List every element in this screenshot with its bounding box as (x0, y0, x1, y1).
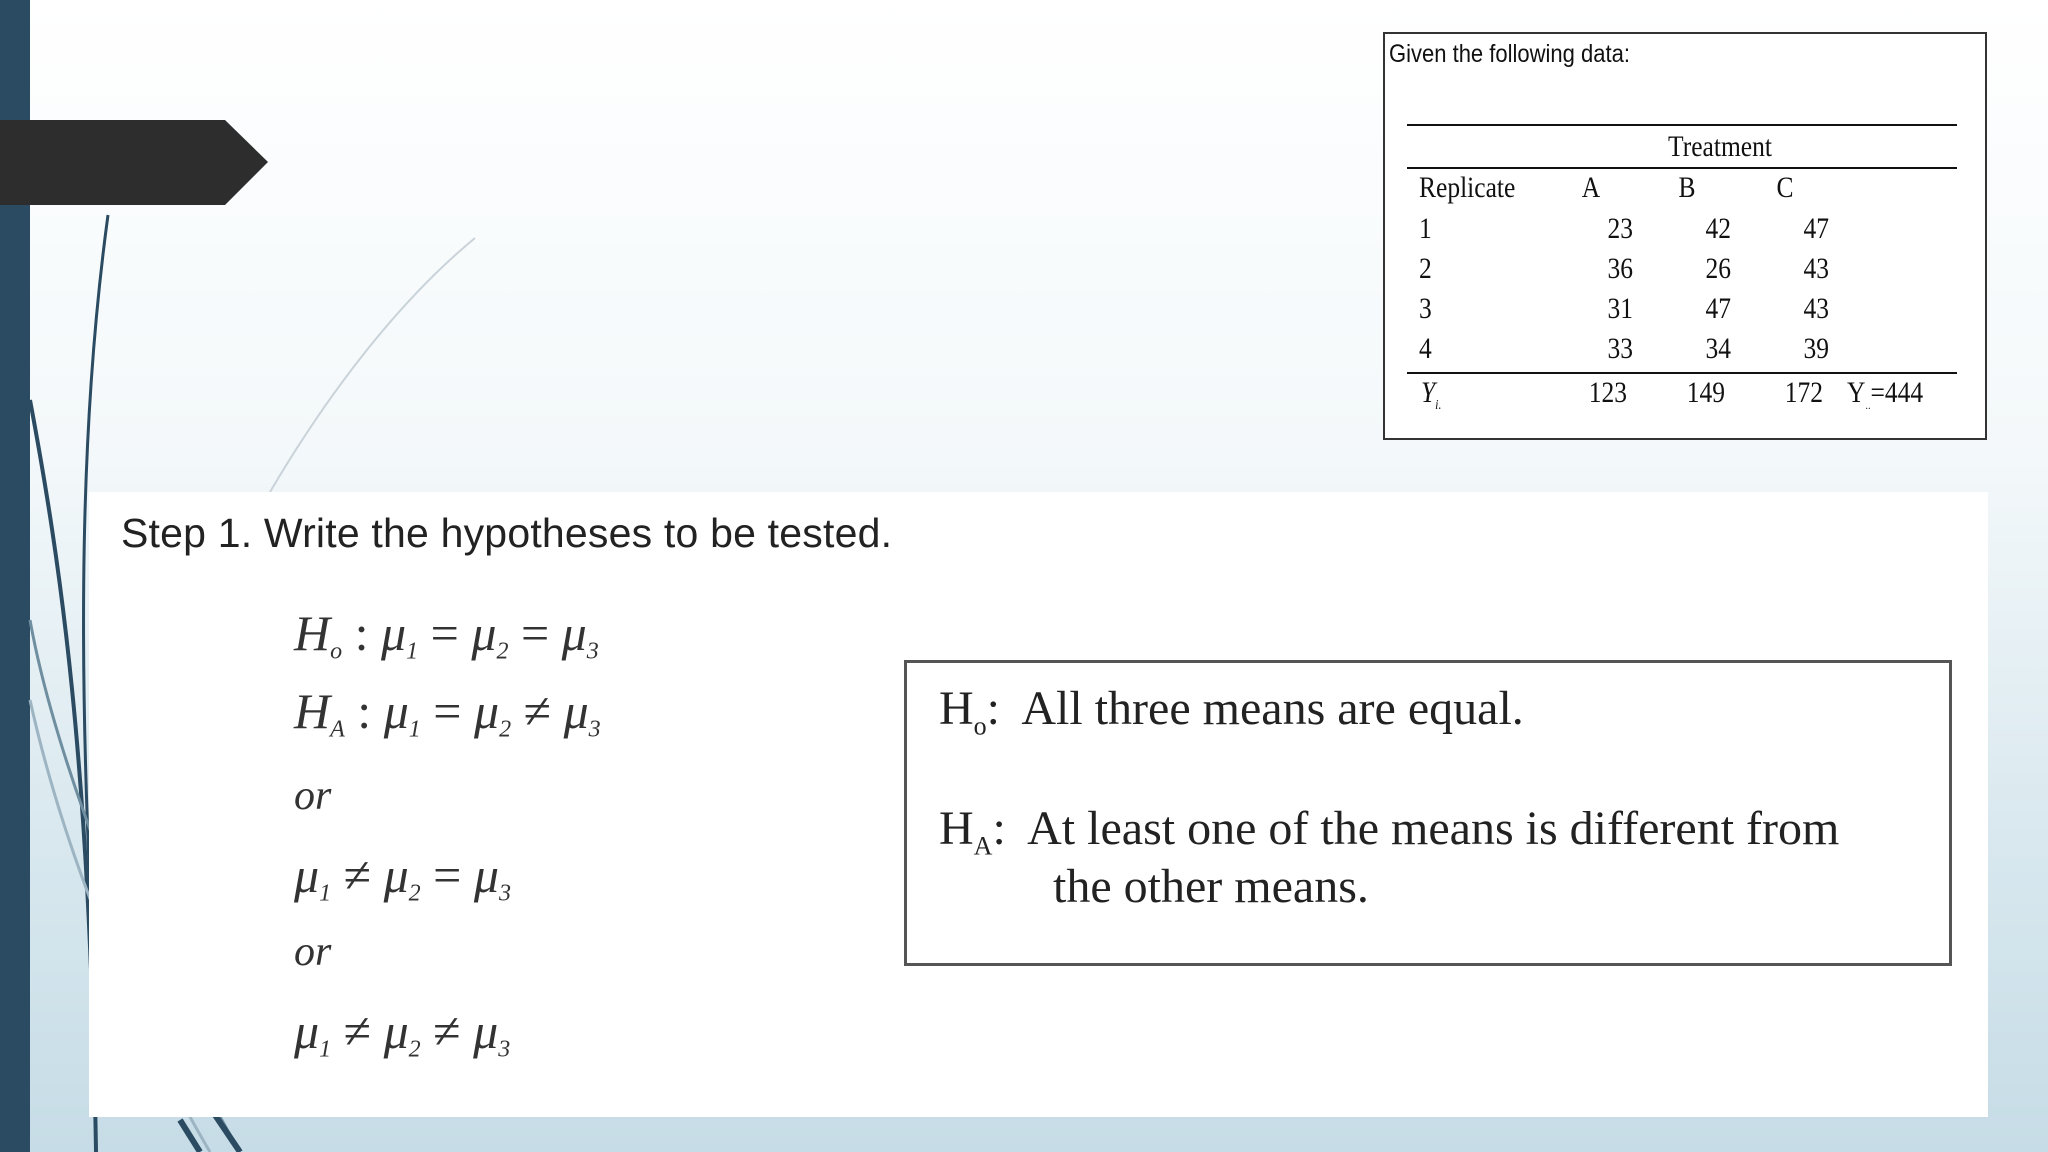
treatment-header: Treatment (1668, 130, 1772, 163)
replicate-cell: 1 (1419, 212, 1432, 245)
value-cell: 39 (1803, 332, 1829, 365)
or-text: or (294, 929, 332, 975)
table-totals-rule (1407, 372, 1957, 374)
totals-label: $Y_{i.}$ (1421, 376, 1442, 413)
data-table-box (1383, 32, 1987, 440)
value-cell: 47 (1705, 292, 1731, 325)
replicate-cell: 2 (1419, 252, 1432, 285)
value-cell: 36 (1607, 252, 1633, 285)
content-panel (89, 492, 1988, 1117)
data-intro-text: Given the following data: (1389, 40, 1630, 68)
value-cell: 31 (1607, 292, 1633, 325)
null-hypothesis-equation: $H_o$ : $\mu_1 = \mu_2 = \mu_3$ (294, 605, 599, 665)
value-cell: 43 (1803, 252, 1829, 285)
table-header-rule (1407, 167, 1957, 169)
alt-hypothesis-equation: $H_A$ : $\mu_1 = \mu_2 \ne \mu_3$ (294, 683, 601, 743)
alt-equation-2: $\mu_1 \ne \mu_2 = \mu_3$ (294, 847, 511, 907)
title-arrow-tab (0, 120, 268, 205)
column-header-replicate: Replicate (1419, 171, 1516, 204)
or-text: or (294, 773, 332, 819)
total-c: 172 (1784, 376, 1823, 409)
column-header-c: C (1776, 171, 1794, 204)
value-cell: 47 (1803, 212, 1829, 245)
value-cell: 42 (1705, 212, 1731, 245)
alt-hypothesis-statement: $H_A$: At least one of the means is different from (939, 802, 1840, 861)
replicate-cell: 3 (1419, 292, 1432, 325)
step-title: Step 1. Write the hypotheses to be tested. (121, 510, 893, 556)
value-cell: 23 (1607, 212, 1633, 245)
value-cell: 33 (1607, 332, 1633, 365)
column-header-b: B (1678, 171, 1696, 204)
alt-hypothesis-statement-continued: the other means. (1053, 860, 1369, 913)
column-header-a: A (1581, 171, 1601, 204)
value-cell: 26 (1705, 252, 1731, 285)
null-hypothesis-statement: $H_o$: All three means are equal. (939, 682, 1524, 741)
value-cell: 43 (1803, 292, 1829, 325)
hypotheses-box (904, 660, 1952, 966)
grand-total: $Y_{..}=444$ (1847, 376, 1924, 412)
replicate-cell: 4 (1419, 332, 1432, 365)
value-cell: 34 (1705, 332, 1731, 365)
alt-equation-3: $\mu_1 \ne \mu_2 \ne \mu_3$ (294, 1003, 511, 1063)
table-top-rule (1407, 124, 1957, 126)
total-a: 123 (1588, 376, 1627, 409)
total-b: 149 (1686, 376, 1725, 409)
